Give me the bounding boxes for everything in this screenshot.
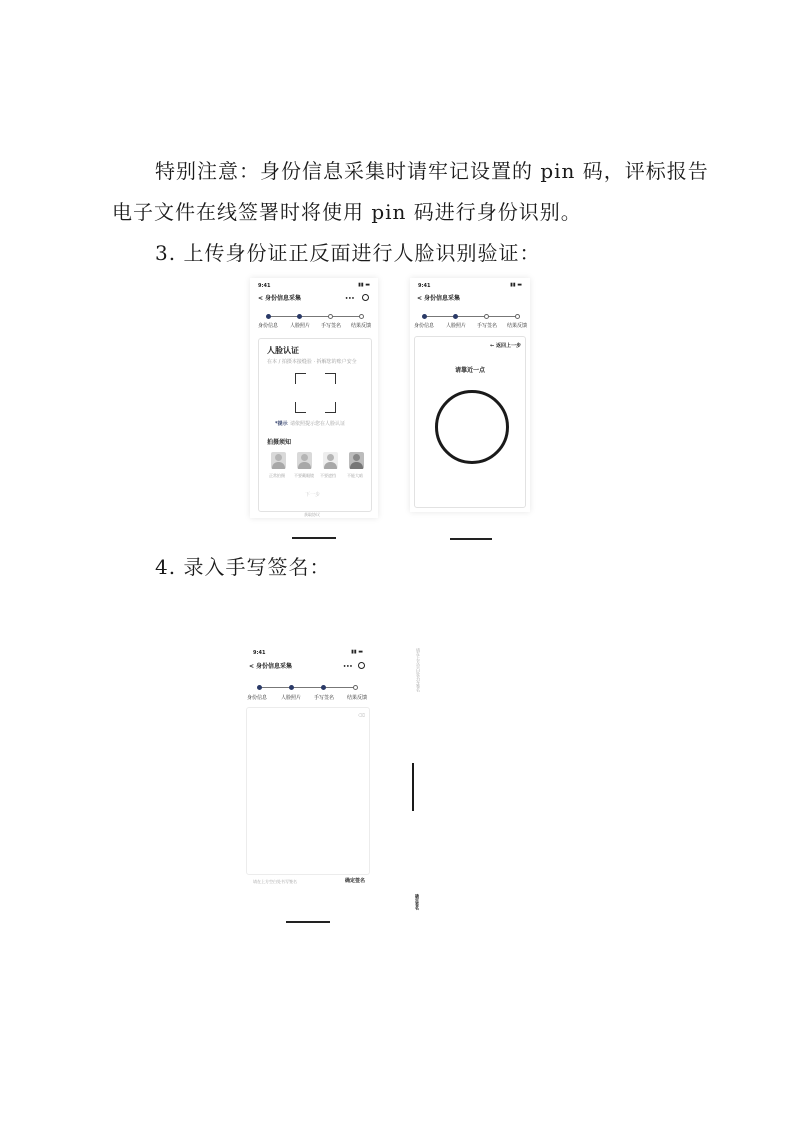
home-indicator-2 bbox=[450, 538, 492, 540]
more-icon[interactable]: ••• bbox=[345, 296, 355, 302]
step-dot-1 bbox=[422, 314, 427, 319]
notice-title: 拍摄须知 bbox=[267, 439, 292, 446]
card-desc: 在本 / 拍摄本接缝验 · 拆解您的账户安全 bbox=[267, 359, 357, 365]
hint-text: 请依照提示您在人脸认证 bbox=[290, 421, 346, 427]
back-icon[interactable]: < bbox=[258, 295, 264, 302]
status-signal-icon: ▮▮ ▬ bbox=[510, 282, 522, 288]
step-label-4: 结果反馈 bbox=[347, 695, 368, 701]
landscape-signature-strip bbox=[407, 648, 423, 920]
notice-avatar-3 bbox=[323, 452, 338, 469]
signature-canvas[interactable] bbox=[246, 707, 370, 875]
notice-item-4: 不能大暗 bbox=[347, 473, 363, 478]
step-dot-4 bbox=[359, 314, 364, 319]
back-icon[interactable]: < bbox=[249, 663, 255, 670]
status-time: 9:41 bbox=[258, 283, 271, 289]
step-dot-2 bbox=[297, 314, 302, 319]
back-step-label: 返回上一步 bbox=[495, 343, 521, 349]
step-dot-4 bbox=[515, 314, 520, 319]
step-dot-1 bbox=[257, 685, 262, 690]
step-dot-1 bbox=[266, 314, 271, 319]
note-line-2: 电子文件在线签署时将使用 pin 码进行身份识别。 bbox=[112, 200, 582, 224]
notice-avatar-2 bbox=[297, 452, 312, 469]
card-title: 人脸认证 bbox=[267, 346, 299, 355]
frame-corner-br bbox=[325, 402, 336, 413]
nav-title: 身份信息采集 bbox=[424, 295, 461, 302]
notice-avatar-4 bbox=[349, 452, 364, 469]
step-label-2: 人脸照片 bbox=[281, 695, 302, 701]
step-dot-3 bbox=[328, 314, 333, 319]
status-signal-icon: ▮▮ ▬ bbox=[351, 649, 363, 655]
step3-heading: 3. 上传身份证正反面进行人脸识别验证： bbox=[155, 241, 541, 265]
step-label-1: 身份信息 bbox=[258, 323, 279, 329]
rotated-home-indicator bbox=[412, 763, 414, 811]
rotated-confirm-button[interactable]: 确定签名 bbox=[415, 894, 420, 910]
notice-avatar-1 bbox=[271, 452, 286, 469]
step-label-1: 身份信息 bbox=[414, 323, 435, 329]
phone-face-auth-screenshot bbox=[250, 278, 378, 518]
step-dot-2 bbox=[289, 685, 294, 690]
step-label-3: 手写签名 bbox=[321, 323, 342, 329]
nav-title: 身份信息采集 bbox=[256, 663, 293, 670]
status-time: 9:41 bbox=[253, 650, 266, 656]
phone-signature-screenshot bbox=[243, 645, 373, 895]
confirm-sign-button[interactable]: 确定签名 bbox=[345, 878, 366, 884]
frame-corner-bl bbox=[295, 402, 306, 413]
back-step-link[interactable] bbox=[490, 343, 521, 349]
step-label-3: 手写签名 bbox=[477, 323, 498, 329]
frame-corner-tr bbox=[325, 373, 336, 384]
sign-hint: 请在上方空白处书写签名 bbox=[253, 879, 297, 884]
notice-item-3: 不要遮挡 bbox=[320, 473, 336, 478]
note-line-1: 特别注意：身份信息采集时请牢记设置的 pin 码，评标报告 bbox=[155, 159, 709, 183]
nav-title: 身份信息采集 bbox=[265, 295, 302, 302]
step-label-4: 结果反馈 bbox=[351, 323, 372, 329]
step-label-4: 结果反馈 bbox=[507, 323, 528, 329]
face-capture-card bbox=[414, 336, 526, 508]
back-icon[interactable]: < bbox=[417, 295, 423, 302]
close-mini-icon[interactable] bbox=[362, 294, 369, 301]
home-indicator-3 bbox=[286, 921, 330, 923]
home-indicator-1 bbox=[292, 537, 336, 539]
footer-link[interactable]: 获取协议 bbox=[304, 512, 320, 517]
step-dot-3 bbox=[321, 685, 326, 690]
step-label-1: 身份信息 bbox=[247, 695, 268, 701]
face-auth-card bbox=[258, 338, 372, 512]
step-label-3: 手写签名 bbox=[314, 695, 335, 701]
notice-item-1: 正常拍摄 bbox=[269, 473, 285, 478]
step-dot-4 bbox=[353, 685, 358, 690]
close-mini-icon[interactable] bbox=[358, 662, 365, 669]
step-dot-2 bbox=[453, 314, 458, 319]
phone-face-capture-screenshot bbox=[410, 278, 530, 512]
step-label-2: 人脸照片 bbox=[290, 323, 311, 329]
clear-icon[interactable]: ⌫ bbox=[357, 713, 365, 719]
next-button[interactable]: 下一步 bbox=[305, 492, 321, 498]
frame-corner-tl bbox=[295, 373, 306, 384]
step-dot-3 bbox=[484, 314, 489, 319]
step4-heading: 4. 录入手写签名： bbox=[155, 555, 331, 579]
status-time: 9:41 bbox=[418, 283, 431, 289]
step-label-2: 人脸照片 bbox=[446, 323, 467, 329]
face-capture-circle bbox=[435, 390, 509, 464]
capture-prompt: 请靠近一点 bbox=[455, 367, 486, 374]
status-signal-icon: ▮▮ ▬ bbox=[358, 282, 370, 288]
rotated-sign-hint: 请在上方空白处书写签名 bbox=[416, 648, 421, 692]
hint-prefix: *提示 bbox=[275, 421, 288, 427]
more-icon[interactable]: ••• bbox=[343, 664, 353, 670]
notice-item-2: 不要戴眼镜 bbox=[294, 473, 314, 478]
arrow-left-icon: ← bbox=[490, 343, 496, 349]
